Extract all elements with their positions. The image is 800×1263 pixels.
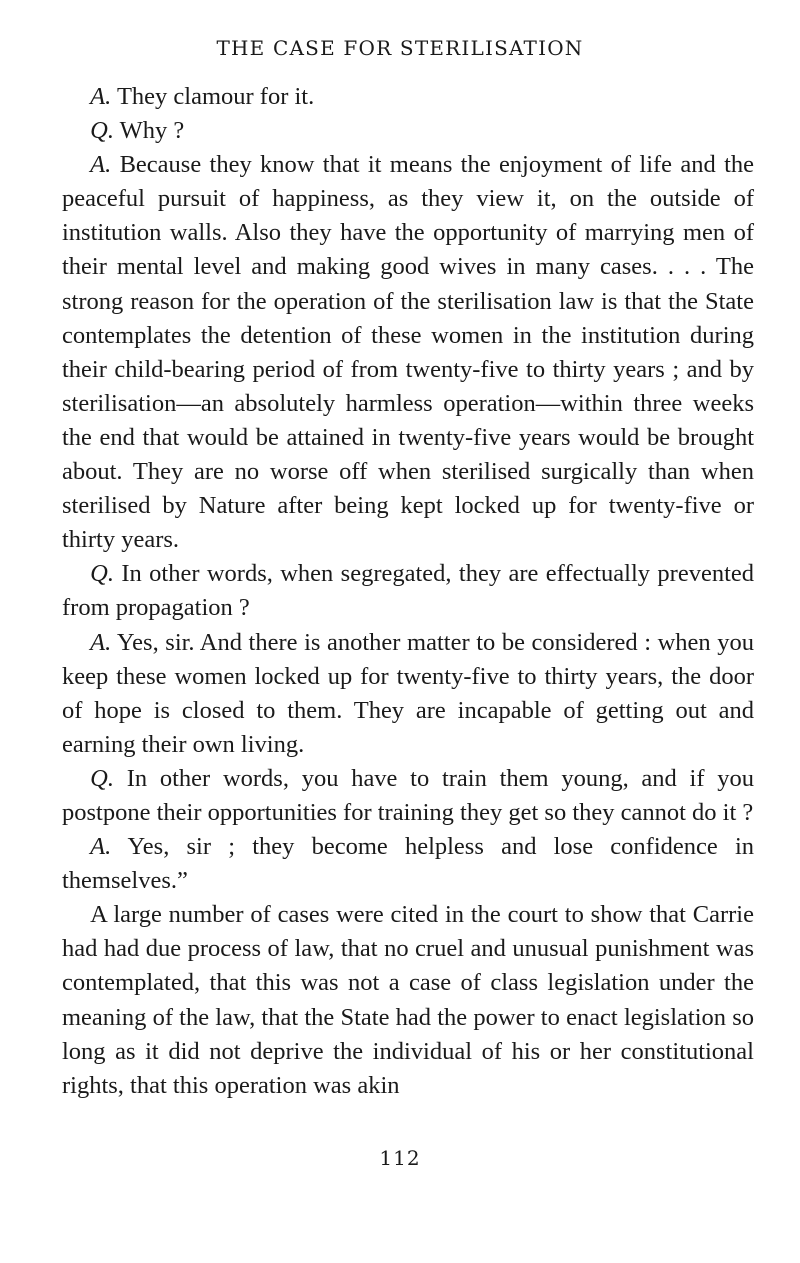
paragraph-text: Yes, sir ; they become helpless and lose confidence in themselves.”	[62, 833, 754, 895]
speaker-label: Q.	[90, 764, 114, 792]
page-number: 112	[379, 1146, 421, 1170]
paragraph-text: They clamour for it.	[111, 83, 315, 110]
paragraph-text: A large number of cases were cited in the court to show that Carrie had had due process of law, that no cruel and unusual punishment was contemplated, that this was not a case of class legislation under the meaning of the law, that the State had the power to enact legislation so long as it did not deprive the individual of his or her constitutional rights, that this operation was akin	[62, 901, 754, 1099]
paragraph-text: In other words, you have to train them young, and if you postpone their opportunities for training they get so they cannot do it ?	[62, 764, 754, 826]
dialogue-paragraph	[62, 557, 754, 625]
running-head: THE CASE FOR STERILISATION	[216, 36, 584, 60]
paragraph-text: In other words, when segregated, they are effectually prevented from propagation ?	[62, 560, 754, 622]
dialogue-paragraph	[62, 80, 754, 114]
paragraph-text: Yes, sir. And there is another matter to be considered : when you keep these women locked up for twenty-five to thirty years, the door of hope is closed to them. They are incapable of getting out and earning their own living.	[62, 628, 754, 758]
paragraph-text: Because they know that it means the enjoyment of life and the peaceful pursuit of happiness, as they view it, on the outside of institution walls. Also they have the opportunity of marrying men of their mental level and making good wives in many cases. . . . The strong reason for the operation of the sterilisation law is that the State contemplates the detention of these women in the institution during their child-bearing period of from twenty-five to thirty years ; and by sterilisation—an absolutely harmless operation—within three weeks the end that would be attained in twenty-five years would be brought about. They are no worse off when sterilised surgically than when sterilised by Nature after being kept locked up for twenty-five or thirty years.	[62, 151, 754, 554]
dialogue-paragraph	[62, 114, 754, 148]
dialogue-paragraph	[62, 762, 754, 830]
speaker-label: Q.	[90, 117, 114, 145]
dialogue-paragraph	[62, 148, 754, 557]
speaker-label: A.	[90, 83, 112, 110]
body-text	[62, 80, 754, 1103]
paragraph-text: Why ?	[114, 117, 185, 145]
dialogue-paragraph	[62, 830, 754, 898]
narrative-paragraph	[62, 898, 754, 1103]
speaker-label: A.	[90, 833, 112, 861]
speaker-label: A.	[90, 628, 112, 656]
dialogue-paragraph	[62, 626, 754, 762]
speaker-label: Q.	[90, 560, 114, 588]
speaker-label: A.	[90, 151, 112, 179]
